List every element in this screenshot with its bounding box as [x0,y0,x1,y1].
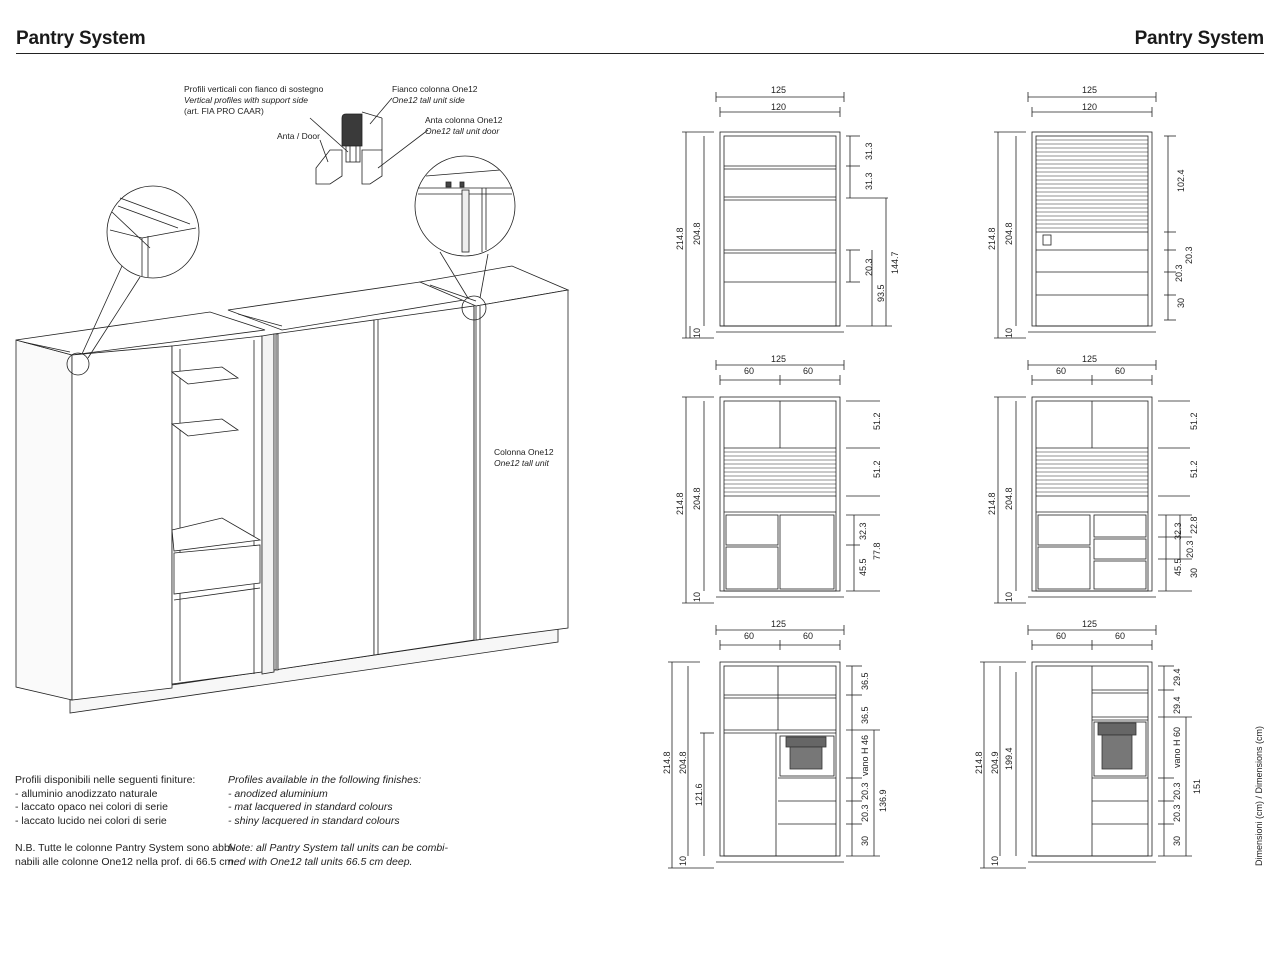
elevation-6 [980,625,1192,868]
dim-width-left: 60 [1056,366,1067,376]
dim-width-right: 60 [1115,631,1126,641]
note-line: - laccato lucido nei colori di serie [15,814,167,827]
note-line: N.B. Tutte le colonne Pantry System sono abbi- [15,842,236,854]
dim-plinth: 10 [1004,591,1014,602]
dim-r1: 51.2 [1189,412,1199,430]
note-line: Note: all Pantry System tall units can be combi- [228,842,449,854]
callout-profiles-it: Profili verticali con fianco di sostegno [184,84,324,94]
dim-height-total: 214.8 [675,227,685,250]
note-line: - alluminio anodizzato naturale [15,787,158,800]
dim-r2: 31.3 [864,172,874,190]
dim-height-body: 204.8 [1004,487,1014,510]
dim-width-left: 60 [744,366,755,376]
elevation-2 [994,92,1176,338]
dim-r4: 20.3 [1172,782,1182,800]
nb-en [228,842,448,869]
elevation-3 [682,360,880,603]
dim-r3: 20.3 [1174,264,1184,282]
elevation-4 [994,360,1192,603]
dim-r7: 151 [1192,778,1202,794]
callout-profiles-en: Vertical profiles with support side [184,95,308,105]
dim-height-total: 214.8 [974,751,984,774]
note-line: - laccato opaco nei colori di serie [15,801,168,813]
isometric-cabinet [16,98,568,713]
page-title-left: Pantry System [16,28,146,49]
dim-width-outer: 125 [771,619,787,629]
notes-it [15,774,195,828]
dim-width-outer: 125 [1082,619,1098,629]
side-note: Dimensioni (cm) / Dimensions (cm) [1254,725,1264,866]
dim-r4: 30 [1176,297,1186,308]
dim-height-body: 204.9 [990,751,1000,774]
dim-height-body: 204.8 [692,222,702,245]
dim-r1: 36.5 [860,672,870,690]
dim-r7: 136.9 [878,789,888,812]
dim-height-body: 204.8 [678,751,688,774]
dim-height-total: 214.8 [987,492,997,515]
callout-tall-door-en: One12 tall unit door [425,126,500,136]
dim-r5: 144.7 [890,251,900,274]
dim-width-right: 60 [803,631,814,641]
dim-r5: 77.8 [872,542,882,560]
dim-plinth: 10 [1004,327,1014,338]
dim-r2: 20.3 [1184,246,1194,264]
dim-r5: 20.3 [1185,540,1195,558]
note-line: Profili disponibili nelle seguenti finiture: [15,774,196,786]
dim-width-outer: 125 [771,85,787,95]
dim-r4: 20.3 [860,782,870,800]
dim-r3: 20.3 [864,258,874,276]
dim-height-total: 214.8 [987,227,997,250]
dim-r4: 22.8 [1189,516,1199,534]
dim-r2: 29.4 [1172,696,1182,714]
dim-width-left: 60 [1056,631,1067,641]
dim-width-inner: 120 [771,102,787,112]
elevation-1 [682,92,892,338]
dim-r4: 93.5 [876,284,886,302]
dim-r3: vano H 46 [860,734,870,776]
note-line: - mat lacquered in standard colours [228,801,393,813]
dim-r5: 20.3 [860,804,870,822]
notes-en [228,774,421,828]
dim-r6: 30 [1172,835,1182,846]
callout-column-it: Colonna One12 [494,447,554,457]
dim-r3: 32.3 [1173,522,1183,540]
dim-r2: 51.2 [872,460,882,478]
dim-r3: vano H 60 [1172,726,1182,768]
dim-r2: 51.2 [1189,460,1199,478]
note-line: ned with One12 tall units 66.5 cm deep. [228,855,413,868]
dim-r5: 20.3 [1172,804,1182,822]
dim-r6: 45.5 [1173,558,1183,576]
dim-r6: 30 [860,835,870,846]
dim-r7: 30 [1189,567,1199,578]
callout-door: Anta / Door [277,131,320,141]
dim-width-right: 60 [1115,366,1126,376]
dim-height-body: 204.8 [692,487,702,510]
dim-lower: 121.6 [694,783,704,806]
dim-r2: 36.5 [860,706,870,724]
dim-plinth: 10 [692,327,702,338]
dim-column: 199.4 [1004,747,1014,770]
dim-width-outer: 125 [1082,354,1098,364]
dim-r1: 29.4 [1172,668,1182,686]
callout-side-it: Fianco colonna One12 [392,84,478,94]
callout-column-en: One12 tall unit [494,458,549,468]
dim-r1: 51.2 [872,412,882,430]
note-line: - shiny lacquered in standard colours [228,814,400,827]
nb-it [15,842,236,869]
dim-plinth: 10 [678,855,688,866]
dim-width-inner: 120 [1082,102,1098,112]
dim-plinth: 10 [990,855,1000,866]
dim-plinth: 10 [692,591,702,602]
dim-width-right: 60 [803,366,814,376]
dim-r4: 45.5 [858,558,868,576]
dim-width-outer: 125 [771,354,787,364]
note-line: Profiles available in the following finishes: [228,774,422,786]
note-line: nabili alle colonne One12 nella prof. di 66.5 cm. [15,855,237,868]
dim-r1: 31.3 [864,142,874,160]
elevation-5 [668,625,880,868]
dim-width-left: 60 [744,631,755,641]
callout-side-en: One12 tall unit side [392,95,465,105]
dim-r3: 32.3 [858,522,868,540]
note-line: - anodized aluminium [228,787,328,800]
callout-tall-door-it: Anta colonna One12 [425,115,503,125]
dim-height-total: 214.8 [675,492,685,515]
dim-height-total: 214.8 [662,751,672,774]
page-title-right: Pantry System [1134,28,1264,49]
callout-profiles-art: (art. FIA PRO CAAR) [184,106,264,116]
dim-width-outer: 125 [1082,85,1098,95]
dim-r1: 102.4 [1176,169,1186,192]
dim-height-body: 204.8 [1004,222,1014,245]
